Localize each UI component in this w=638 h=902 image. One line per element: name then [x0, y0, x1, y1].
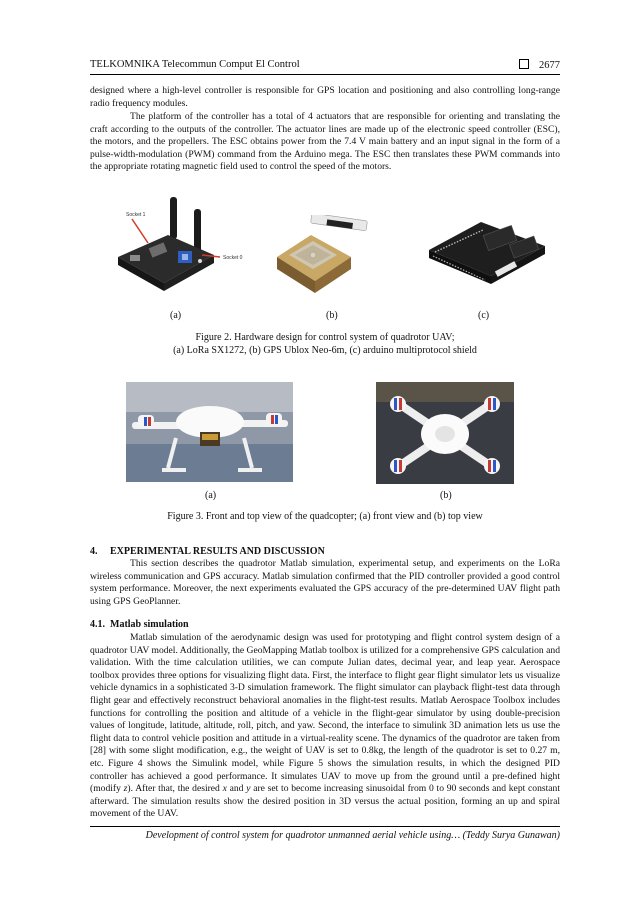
section41-paragraph: [90, 632, 560, 821]
page-number-group: [519, 59, 560, 71]
section41-text-c: and: [226, 783, 247, 795]
figure2-label-c: (c): [478, 310, 490, 321]
intro-paragraph-1: designed where a high-level controller is responsible for GPS location and positioning and also controlling long-range radio frequency modules.: [90, 85, 560, 109]
figure2-caption: [90, 331, 560, 357]
figure2-caption-line1: Figure 2. Hardware design for control system of quadrotor UAV;: [195, 332, 455, 343]
figure2c-shield-photo: [425, 210, 550, 295]
figure3-label-a: (a): [205, 490, 217, 501]
page-number: 2677: [539, 60, 560, 71]
running-header: [90, 58, 560, 75]
running-footer: Development of control system for quadrotor unmanned aerial vehicle using… (Teddy Surya Gunawan): [90, 826, 560, 841]
section4-paragraph: This section describes the quadrotor Matlab simulation, experimental setup, and experiments on the LoRa wireless communication and GPS accuracy. Matlab simulation confirmed that the PID controller provided a good control system performance. Moreover, the next experiments evaluated the GPS accuracy of the pre-determined UAV flight path using GPS GeoPlanner.: [90, 558, 560, 607]
section41-text-d: are set to become increasing sinusoidal from 0 to 90 seconds and kept constant afterward. The simulation results show the desired position in 3D versus the actual position, forming an up and spiral movement of the UAV.: [90, 783, 560, 820]
figure2-label-a: (a): [170, 310, 182, 321]
figure2-label-b: (b): [326, 310, 338, 321]
figure2-caption-line2: (a) LoRa SX1272, (b) GPS Ublox Neo-6m, (c) arduino multiprotocol shield: [173, 345, 477, 356]
figure2b-gps-photo: [275, 215, 375, 300]
figure3a-front-view-photo: [126, 382, 293, 482]
figure3-caption: Figure 3. Front and top view of the quadcopter; (a) front view and (b) top view: [167, 511, 483, 522]
figure3b-top-view-photo: [376, 382, 514, 484]
section41-text-b: ). After that, the desired: [127, 783, 223, 795]
socket-0-label-outer: Socket 0: [223, 255, 243, 261]
section41-text-a: Matlab simulation of the aerodynamic design was used for prototyping and flight control system design of a quadrotor UAV model. Additionally, the GeoMapping Matlab toolbox is utilized for a comprehensive GPS calculation and validation. With the time calculation utilities, we can compute Julian dates, decimal year, and leap year. Aerospace toolbox provides three options for visualizing flight data. First, the interface to flight gear flight simulator lets us visualize vehicle dynamics in a sophisticated 3-D simulation framework. The flight simulator can playback flight-test data through flight gear and effectively reconstruct behavioral anomalies in the flight-test results. Matlab Aerospace Toolbox includes functions for controlling the position and altitude of a vehicle in the flight-gear simulator by using double-precision values of longitude, latitude, altitude, roll, pitch, and yaw. Second, the interface to simulink 3D animation lets us use the flight data to control vehicle position and attitude in a virtual-reality scene. The dynamics of the quadrotor are taken from [28] with some slight modification, e.g., the weight of UAV is set to 0.8kg, the length of the quadrotor is set to 0.27 m, etc. Figure 4 shows the Simulink model, while Figure 5 shows the simulation results, in which the designed PID controller has achieved a good performance. It simulates UAV to move up from the ground until a pre-defined hight (modify: [90, 632, 560, 795]
socket-1-label: Socket 1: [126, 212, 146, 218]
section41-heading: 4.1. Matlab simulation: [90, 619, 189, 630]
figure2a-lora-photo: [110, 195, 220, 295]
checkbox-square-icon: [519, 59, 529, 69]
journal-name: TELKOMNIKA Telecommun Comput El Control: [90, 59, 300, 70]
variable-z: z: [123, 783, 128, 795]
figure3-label-b: (b): [440, 490, 452, 501]
variable-y: y: [246, 783, 251, 795]
intro-paragraph-2: The platform of the controller has a total of 4 actuators that are responsible for orienting and translating the craft according to the outputs of the controller. The actuator lines are made up of the electronic speed controller (ESC), the motors, and the propellers. The ESC obtains power from the 7.4 V main battery and an input signal in the form of a pulse-width-modulation (PWM) command from the Arduino mega. The ESC then translates these PWM commands into the appropriate rotating magnetic field used to control the speed of the motors.: [90, 111, 560, 173]
variable-x: x: [222, 783, 227, 795]
section4-heading: 4. EXPERIMENTAL RESULTS AND DISCUSSION: [90, 546, 325, 557]
